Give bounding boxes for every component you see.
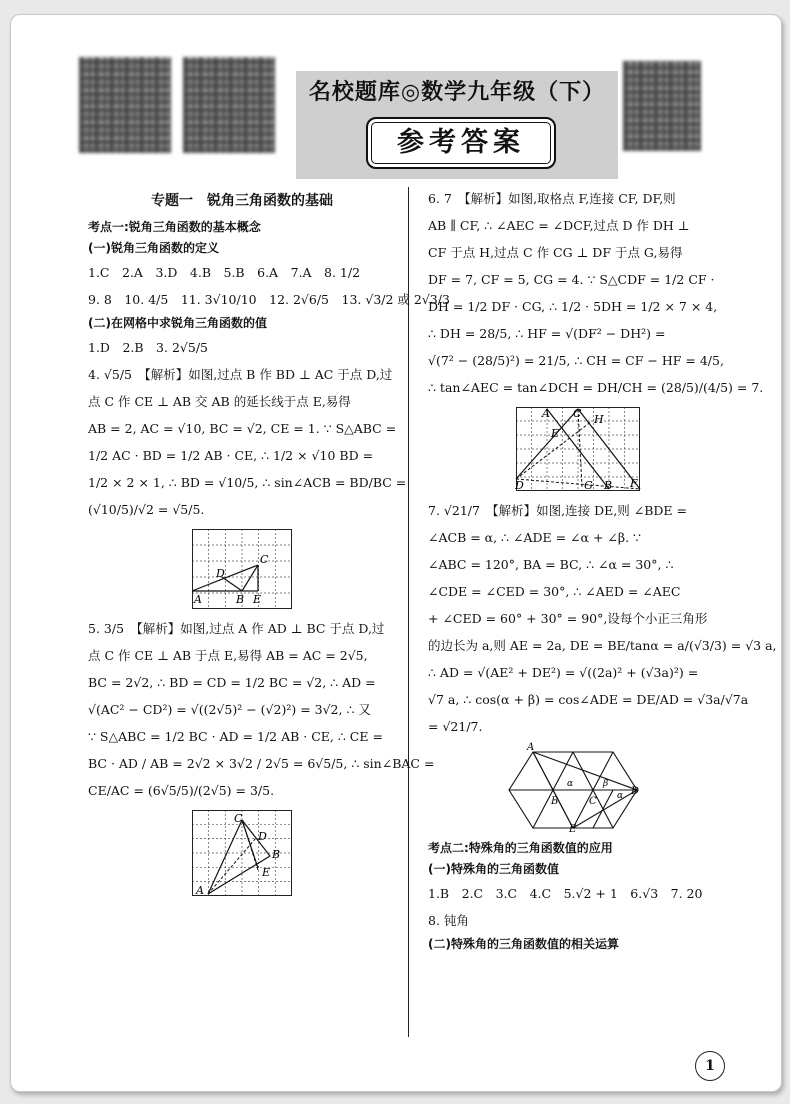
fig7-label: A bbox=[527, 742, 535, 753]
answer-row-3: 1.D 2.B 3. 2√5/5 bbox=[88, 340, 208, 355]
q5-line: CE/AC = (6√5/5)/(2√5) = 3/5. bbox=[88, 783, 275, 798]
fig4-label: A bbox=[194, 593, 202, 606]
column-divider bbox=[408, 187, 409, 1037]
fig7-label: D bbox=[631, 786, 640, 797]
q4-line: (√10/5)/√2 = √5/5. bbox=[88, 502, 205, 517]
fig4-label: B bbox=[236, 593, 245, 606]
q6-line: 6. 7 【解析】如图,取格点 F,连接 CF, DF,则 bbox=[428, 191, 676, 206]
q4-solution bbox=[88, 361, 407, 523]
sub1-heading: (一)锐角三角函数的定义 bbox=[88, 241, 219, 255]
q6-solution bbox=[428, 185, 764, 401]
q5-line: BC · AD / AB = 2√2 × 3√2 / 2√5 = 6√5/5, ∴ sin∠BAC = bbox=[88, 756, 435, 771]
fig6-label: H bbox=[594, 413, 604, 426]
q7-line: ∠CDE = ∠CED = 30°, ∴ ∠AED = ∠AEC bbox=[428, 584, 681, 599]
q6-line: ∴ DH = 28/5, ∴ HF = √(DF² − DH²) = bbox=[428, 326, 666, 341]
fig5-label: B bbox=[272, 848, 281, 861]
answer-row-5: 8. 钝角 bbox=[428, 913, 469, 928]
right-column bbox=[428, 185, 777, 955]
q7-solution bbox=[428, 497, 777, 740]
answer-row-2: 9. 8 10. 4/5 11. 3√10/10 12. 2√6/5 13. √3/2 或 2√3/3 bbox=[88, 292, 450, 307]
fig5-label: D bbox=[258, 830, 267, 843]
q5-line: BC = 2√2, ∴ BD = CD = 1/2 BC = √2, ∴ AD = bbox=[88, 675, 376, 690]
fig7-label: β bbox=[603, 779, 609, 789]
q6-line: DF = 7, CF = 5, CG = 4. ∵ S△CDF = 1/2 CF · bbox=[428, 272, 715, 287]
topic-heading: 专题一 锐角三角函数的基础 bbox=[151, 193, 333, 209]
q4-line: 1/2 × 2 × 1, ∴ BD = √10/5, ∴ sin∠ACB = BD/BC = bbox=[88, 475, 407, 490]
qr-code-middle bbox=[183, 57, 275, 153]
fig6-label: E bbox=[551, 427, 560, 440]
answer-title: 参考答案 bbox=[366, 117, 556, 169]
qr-code-left bbox=[79, 57, 171, 153]
fig4-label: D bbox=[216, 567, 225, 580]
figure-q4 bbox=[192, 529, 292, 609]
fig6-label: A bbox=[542, 407, 550, 420]
fig7-label: C bbox=[589, 796, 597, 807]
q4-line: AB = 2, AC = √10, BC = √2, CE = 1. ∵ S△ABC = bbox=[88, 421, 397, 436]
q5-line: 点 C 作 CE ⊥ AB 于点 E,易得 AB = AC = 2√5, bbox=[88, 648, 368, 663]
book-title: 名校题库◎数学九年级（下） bbox=[308, 80, 606, 105]
q7-line: 7. √21/7 【解析】如图,连接 DE,则 ∠BDE = bbox=[428, 503, 687, 518]
q5-line: √(AC² − CD²) = √((2√5)² − (√2)²) = 3√2, ∴ 又 bbox=[88, 702, 371, 717]
fig4-label: E bbox=[253, 593, 262, 606]
q6-line: ∴ tan∠AEC = tan∠DCH = DH/CH = (28/5)/(4/5) = 7. bbox=[428, 380, 764, 395]
q7-line: ∠ACB = α, ∴ ∠ADE = ∠α + ∠β. ∵ bbox=[428, 530, 641, 545]
fig6-label: B bbox=[604, 479, 613, 492]
kp1-heading: 考点一:锐角三角函数的基本概念 bbox=[88, 220, 261, 234]
q7-line: ∴ AD = √(AE² + DE²) = √((2a)² + (√3a)²) = bbox=[428, 665, 699, 680]
q4-line: 点 C 作 CE ⊥ AB 交 AB 的延长线于点 E,易得 bbox=[88, 394, 351, 409]
q6-line: CF 于点 H,过点 C 作 CG ⊥ DF 于点 G,易得 bbox=[428, 245, 683, 260]
answer-row-4: 1.B 2.C 3.C 4.C 5.√2 + 1 6.√3 7. 20 bbox=[428, 886, 703, 901]
sub3-heading: (一)特殊角的三角函数值 bbox=[428, 862, 559, 876]
fig7-label: B bbox=[551, 796, 559, 807]
q7-line: 的边长为 a,则 AE = 2a, DE = BE/tanα = a/(√3/3) = √3 a, bbox=[428, 638, 777, 653]
page-number: 1 bbox=[695, 1051, 725, 1081]
fig7-label: α bbox=[567, 779, 574, 789]
q6-line: AB ∥ CF, ∴ ∠AEC = ∠DCF,过点 D 作 DH ⊥ bbox=[428, 218, 690, 233]
figure-q5 bbox=[192, 810, 292, 896]
q7-line: √7 a, ∴ cos(α + β) = cos∠ADE = DE/AD = √3a/√7a bbox=[428, 692, 749, 707]
sub4-heading: (二)特殊角的三角函数值的相关运算 bbox=[428, 937, 619, 951]
q7-line: = √21/7. bbox=[428, 719, 483, 734]
fig6-label: C bbox=[573, 407, 582, 420]
fig5-label: A bbox=[196, 884, 204, 897]
figure-q7 bbox=[513, 742, 643, 835]
sub2-heading: (二)在网格中求锐角三角函数的值 bbox=[88, 316, 267, 330]
fig7-label: E bbox=[569, 824, 577, 835]
fig6-label: D bbox=[515, 479, 524, 492]
figure-q6 bbox=[516, 407, 640, 491]
q5-solution bbox=[88, 615, 435, 804]
q5-line: 5. 3/5 【解析】如图,过点 A 作 AD ⊥ BC 于点 D,过 bbox=[88, 621, 385, 636]
fig6-label: F bbox=[630, 477, 638, 490]
fig5-label: E bbox=[262, 866, 271, 879]
fig6-label: G bbox=[584, 479, 593, 492]
q6-line: DH = 1/2 DF · CG, ∴ 1/2 · 5DH = 1/2 × 7 × 4, bbox=[428, 299, 718, 314]
q7-line: + ∠CED = 60° + 30° = 90°,设每个小正三角形 bbox=[428, 611, 708, 626]
fig7-label: α bbox=[617, 791, 624, 801]
answer-row-1: 1.C 2.A 3.D 4.B 5.B 6.A 7.A 8. 1/2 bbox=[88, 265, 361, 280]
fig5-label: C bbox=[234, 812, 243, 825]
qr-code-right bbox=[623, 61, 701, 151]
q7-line: ∠ABC = 120°, BA = BC, ∴ ∠α = 30°, ∴ bbox=[428, 557, 674, 572]
q4-line: 1/2 AC · BD = 1/2 AB · CE, ∴ 1/2 × √10 BD = bbox=[88, 448, 374, 463]
q4-line: 4. √5/5 【解析】如图,过点 B 作 BD ⊥ AC 于点 D,过 bbox=[88, 367, 393, 382]
q5-line: ∵ S△ABC = 1/2 BC · AD = 1/2 AB · CE, ∴ CE = bbox=[88, 729, 383, 744]
answer-page bbox=[10, 14, 782, 1092]
header-banner bbox=[296, 71, 618, 179]
kp2-heading: 考点二:特殊角的三角函数值的应用 bbox=[428, 841, 613, 855]
q6-line: √(7² − (28/5)²) = 21/5, ∴ CH = CF − HF = 4/5, bbox=[428, 353, 724, 368]
fig4-label: C bbox=[260, 553, 269, 566]
left-column bbox=[88, 185, 450, 902]
